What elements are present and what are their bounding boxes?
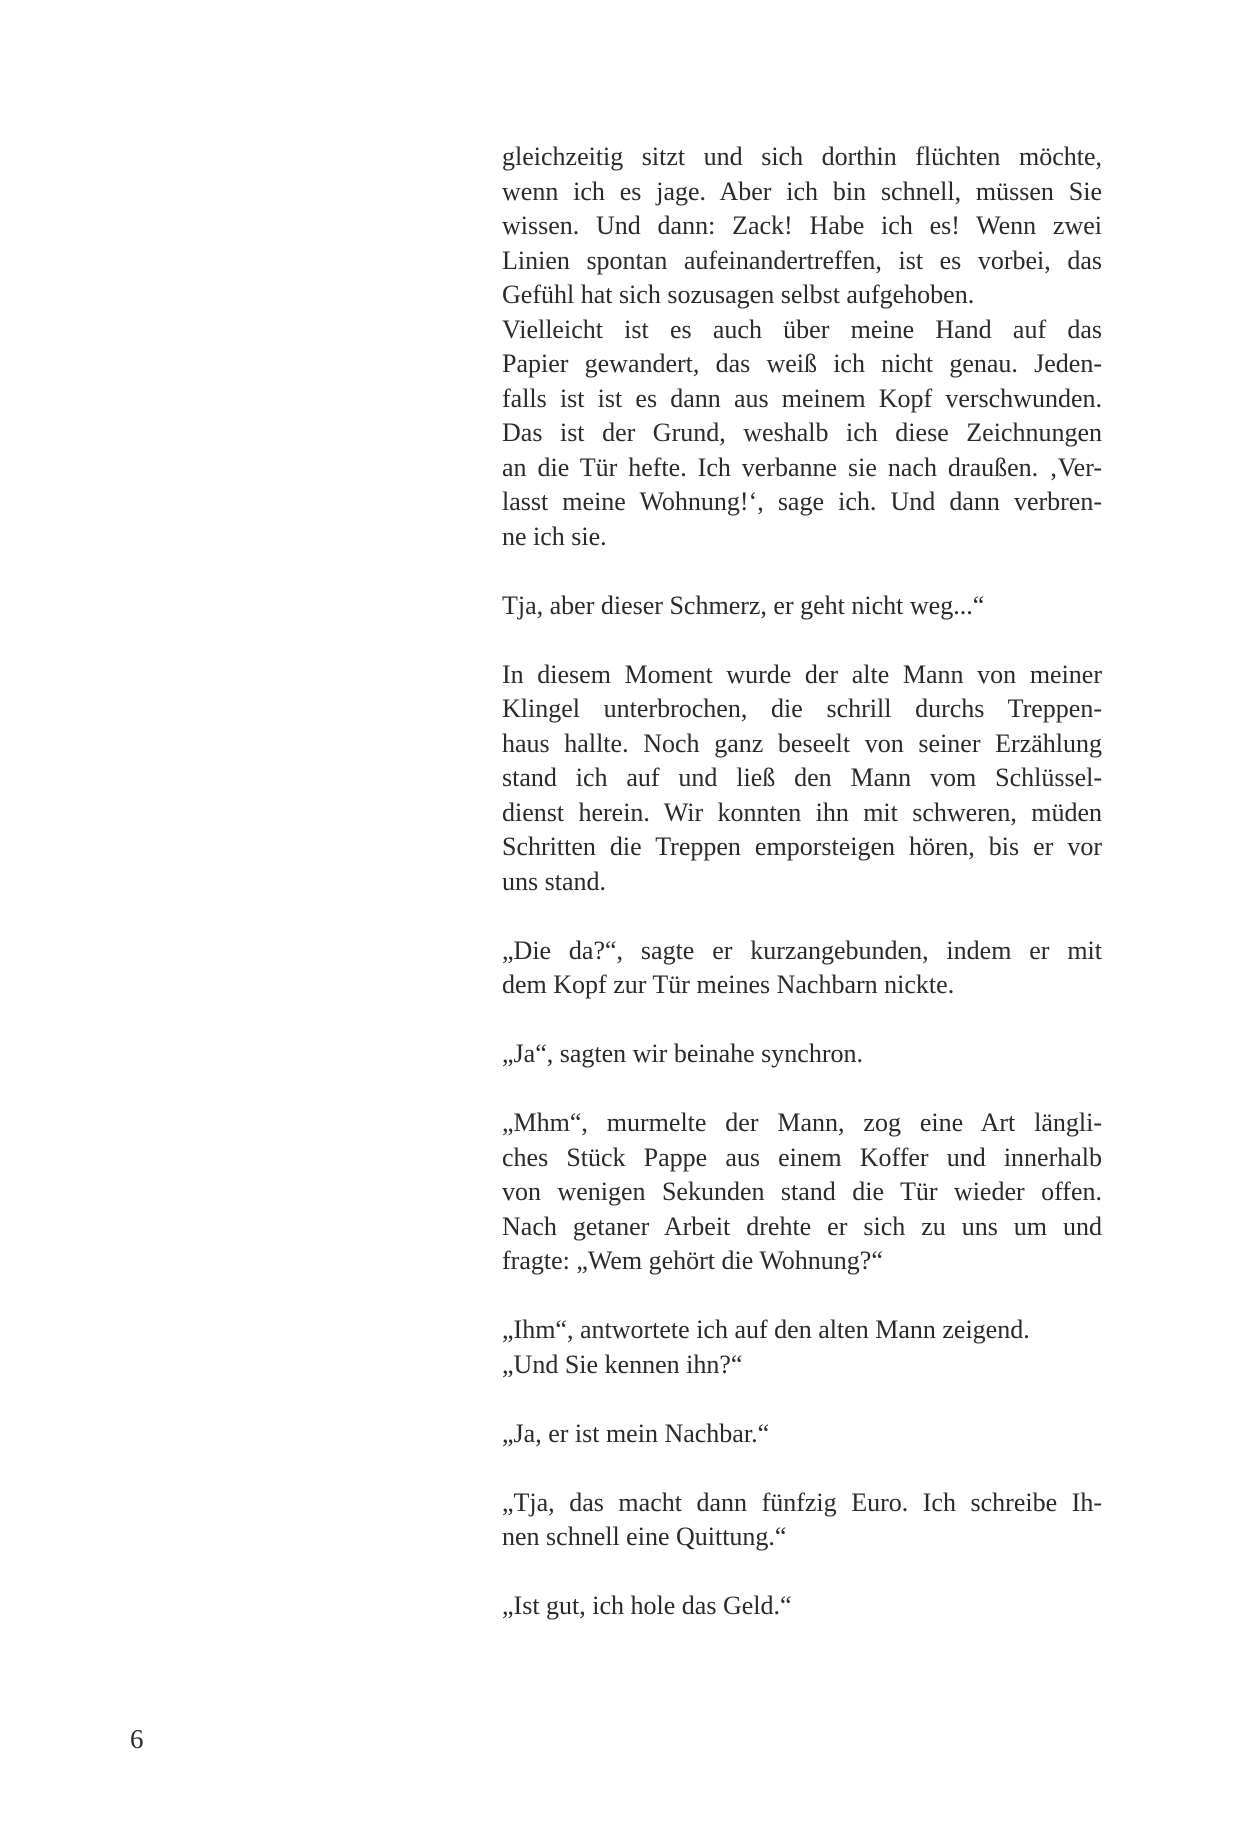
text-line: falls ist ist es dann aus meinem Kopf verschwunden. — [502, 383, 1102, 413]
text-line: „Die da?“, sagte er kurzangebunden, indem er mit — [502, 935, 1102, 965]
text-line: „Mhm“, murmelte der Mann, zog eine Art längli- — [502, 1108, 1102, 1137]
paragraph — [502, 140, 1102, 313]
text-line: Nach getaner Arbeit drehte er sich zu uns um und — [502, 1211, 1102, 1241]
paragraph — [502, 1037, 1102, 1072]
paragraph-spacer — [502, 1451, 1102, 1486]
text-line: „Und Sie kennen ihn?“ — [502, 1349, 743, 1379]
text-line: wissen. Und dann: Zack! Habe ich es! Wenn zwei — [502, 211, 1102, 240]
text-line: ches Stück Pappe aus einem Koffer und innerhalb — [502, 1142, 1102, 1172]
text-line: „Ja“, sagten wir beinahe synchron. — [502, 1039, 863, 1068]
text-line: gleichzeitig sitzt und sich dorthin flüchten möchte, — [502, 142, 1102, 171]
paragraph — [502, 1486, 1102, 1555]
text-line: lasst meine Wohnung!‘, sage ich. Und dann verbren- — [502, 487, 1102, 516]
text-line: wenn ich es jage. Aber ich bin schnell, müssen Sie — [502, 176, 1102, 206]
paragraph-spacer — [502, 1555, 1102, 1590]
text-line: Papier gewandert, das weiß ich nicht genau. Jeden- — [502, 349, 1102, 378]
text-line: von wenigen Sekunden stand die Tür wieder offen. — [502, 1177, 1102, 1206]
text-line: dienst herein. Wir konnten ihn mit schweren, müden — [502, 797, 1102, 827]
paragraph — [502, 934, 1102, 1003]
paragraph — [502, 313, 1102, 555]
body-text — [502, 140, 1102, 1624]
text-line: haus hallte. Noch ganz beseelt von seiner Erzählung — [502, 728, 1102, 758]
paragraph-spacer — [502, 1382, 1102, 1417]
text-line: „Ihm“, antwortete ich auf den alten Mann zeigend. — [502, 1315, 1030, 1344]
text-line: an die Tür hefte. Ich verbanne sie nach draußen. ‚Ver- — [502, 452, 1102, 482]
text-line: Gefühl hat sich sozusagen selbst aufgehoben. — [502, 280, 975, 309]
text-line: fragte: „Wem gehört die Wohnung?“ — [502, 1246, 883, 1275]
paragraph — [502, 1313, 1102, 1382]
paragraph — [502, 658, 1102, 900]
paragraph-spacer — [502, 1279, 1102, 1314]
paragraph-spacer — [502, 623, 1102, 658]
text-line: Schritten die Treppen emporsteigen hören, bis er vor — [502, 832, 1102, 861]
text-line: Vielleicht ist es auch über meine Hand auf das — [502, 314, 1102, 344]
text-line: dem Kopf zur Tür meines Nachbarn nickte. — [502, 970, 955, 999]
paragraph — [502, 1589, 1102, 1624]
paragraph-spacer — [502, 899, 1102, 934]
text-line: In diesem Moment wurde der alte Mann von meiner — [502, 659, 1102, 689]
paragraph-spacer — [502, 1003, 1102, 1038]
paragraph — [502, 1106, 1102, 1279]
text-line: stand ich auf und ließ den Mann vom Schlüssel- — [502, 763, 1102, 792]
page-number: 6 — [130, 1724, 144, 1754]
text-line: nen schnell eine Quittung.“ — [502, 1522, 787, 1551]
text-line: Linien spontan aufeinandertreffen, ist es vorbei, das — [502, 245, 1102, 275]
text-line: „Tja, das macht dann fünfzig Euro. Ich schreibe Ih- — [502, 1487, 1102, 1517]
text-line: Tja, aber dieser Schmerz, er geht nicht weg...“ — [502, 590, 985, 620]
text-line: Das ist der Grund, weshalb ich diese Zeichnungen — [502, 418, 1102, 447]
paragraph-spacer — [502, 1072, 1102, 1107]
text-line: uns stand. — [502, 866, 606, 896]
paragraph — [502, 589, 1102, 624]
paragraph — [502, 1417, 1102, 1452]
paragraph-spacer — [502, 554, 1102, 589]
text-line: „Ist gut, ich hole das Geld.“ — [502, 1591, 792, 1620]
text-line: „Ja, er ist mein Nachbar.“ — [502, 1418, 770, 1448]
text-line: ne ich sie. — [502, 521, 607, 551]
text-line: Klingel unterbrochen, die schrill durchs Treppen- — [502, 694, 1102, 723]
